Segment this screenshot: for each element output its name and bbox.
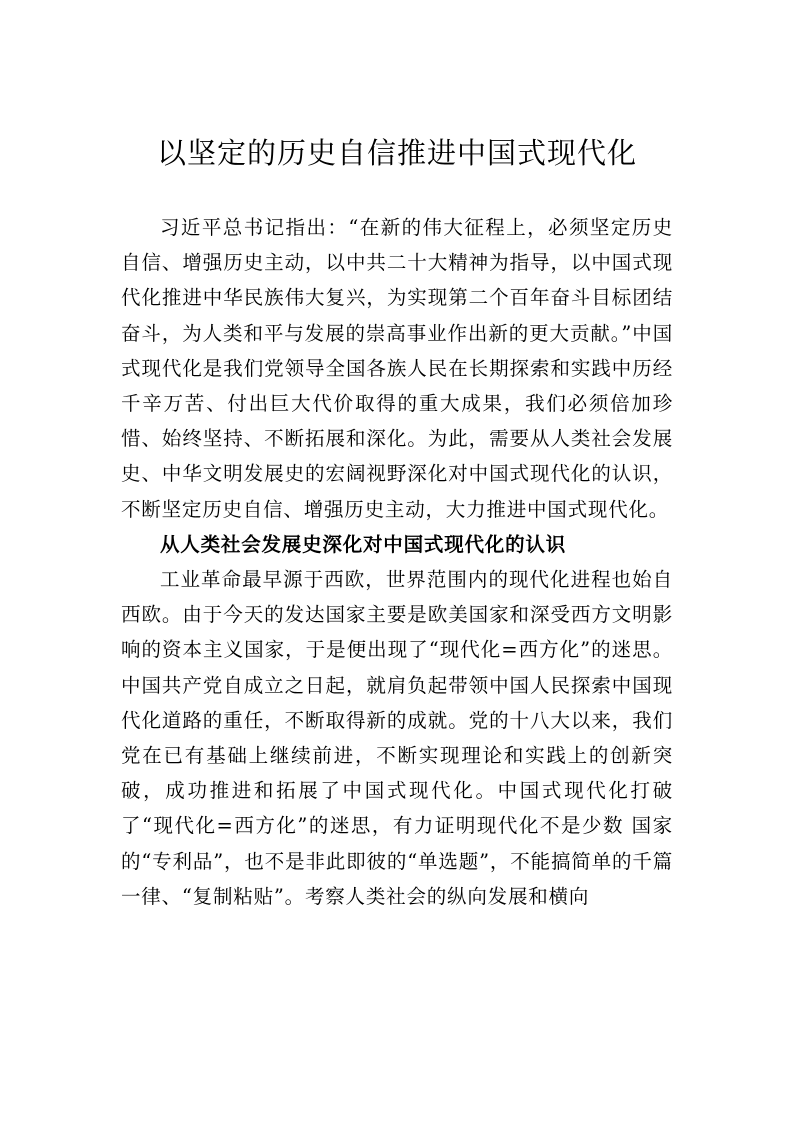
document-title: 以坚定的历史自信推进中国式现代化 — [156, 136, 637, 170]
paragraph-intro: 习近平总书记指出：“在新的伟大征程上，必须坚定历史自信、增强历史主动，以中共二十大精神为指导，以中国式现代化推进中华民族伟大复兴，为实现第二个百年奋斗目标团结奋斗，为人类和平与发展的崇高事业作出新的更大贡献。”中国式现代化是我们党领导全国各族人民在长期探索和实践中历经千辛万苦、付出巨大代价取得的重大成果，我们必须倍加珍惜、始终坚持、不断拓展和深化。为此，需要从人类社会发展史、中华文明发展史的宏阔视野深化对中国式现代化的认识，不断坚定历史自信、增强历史主动，大力推进中国式现代化。 — [121, 216, 673, 521]
paragraph-section-1: 工业革命最早源于西欧，世界范围内的现代化进程也始自西欧。由于今天的发达国家主要是欧美国家和深受西方文明影响的资本主义国家，于是便出现了“现代化=西方化”的迷思。中国共产党自成立之日起，就肩负起带领中国人民探索中国现代化道路的重任，不断取得新的成就。党的十八大以来，我们党在已有基础上继续前进，不断实现理论和实践上的创新突破，成功推进和拓展了中国式现代化。中国式现代化打破了“现代化=西方化”的迷思，有力证明现代化不是少数 国家的“专利品”，也不是非此即彼的“单选题”，不能搞简单的千篇一律、“复制粘贴”。考察人类社会的纵向发展和横向 — [121, 568, 673, 908]
section-heading: 从人类社会发展史深化对中国式现代化的认识 — [160, 532, 567, 556]
document-body — [121, 210, 673, 914]
